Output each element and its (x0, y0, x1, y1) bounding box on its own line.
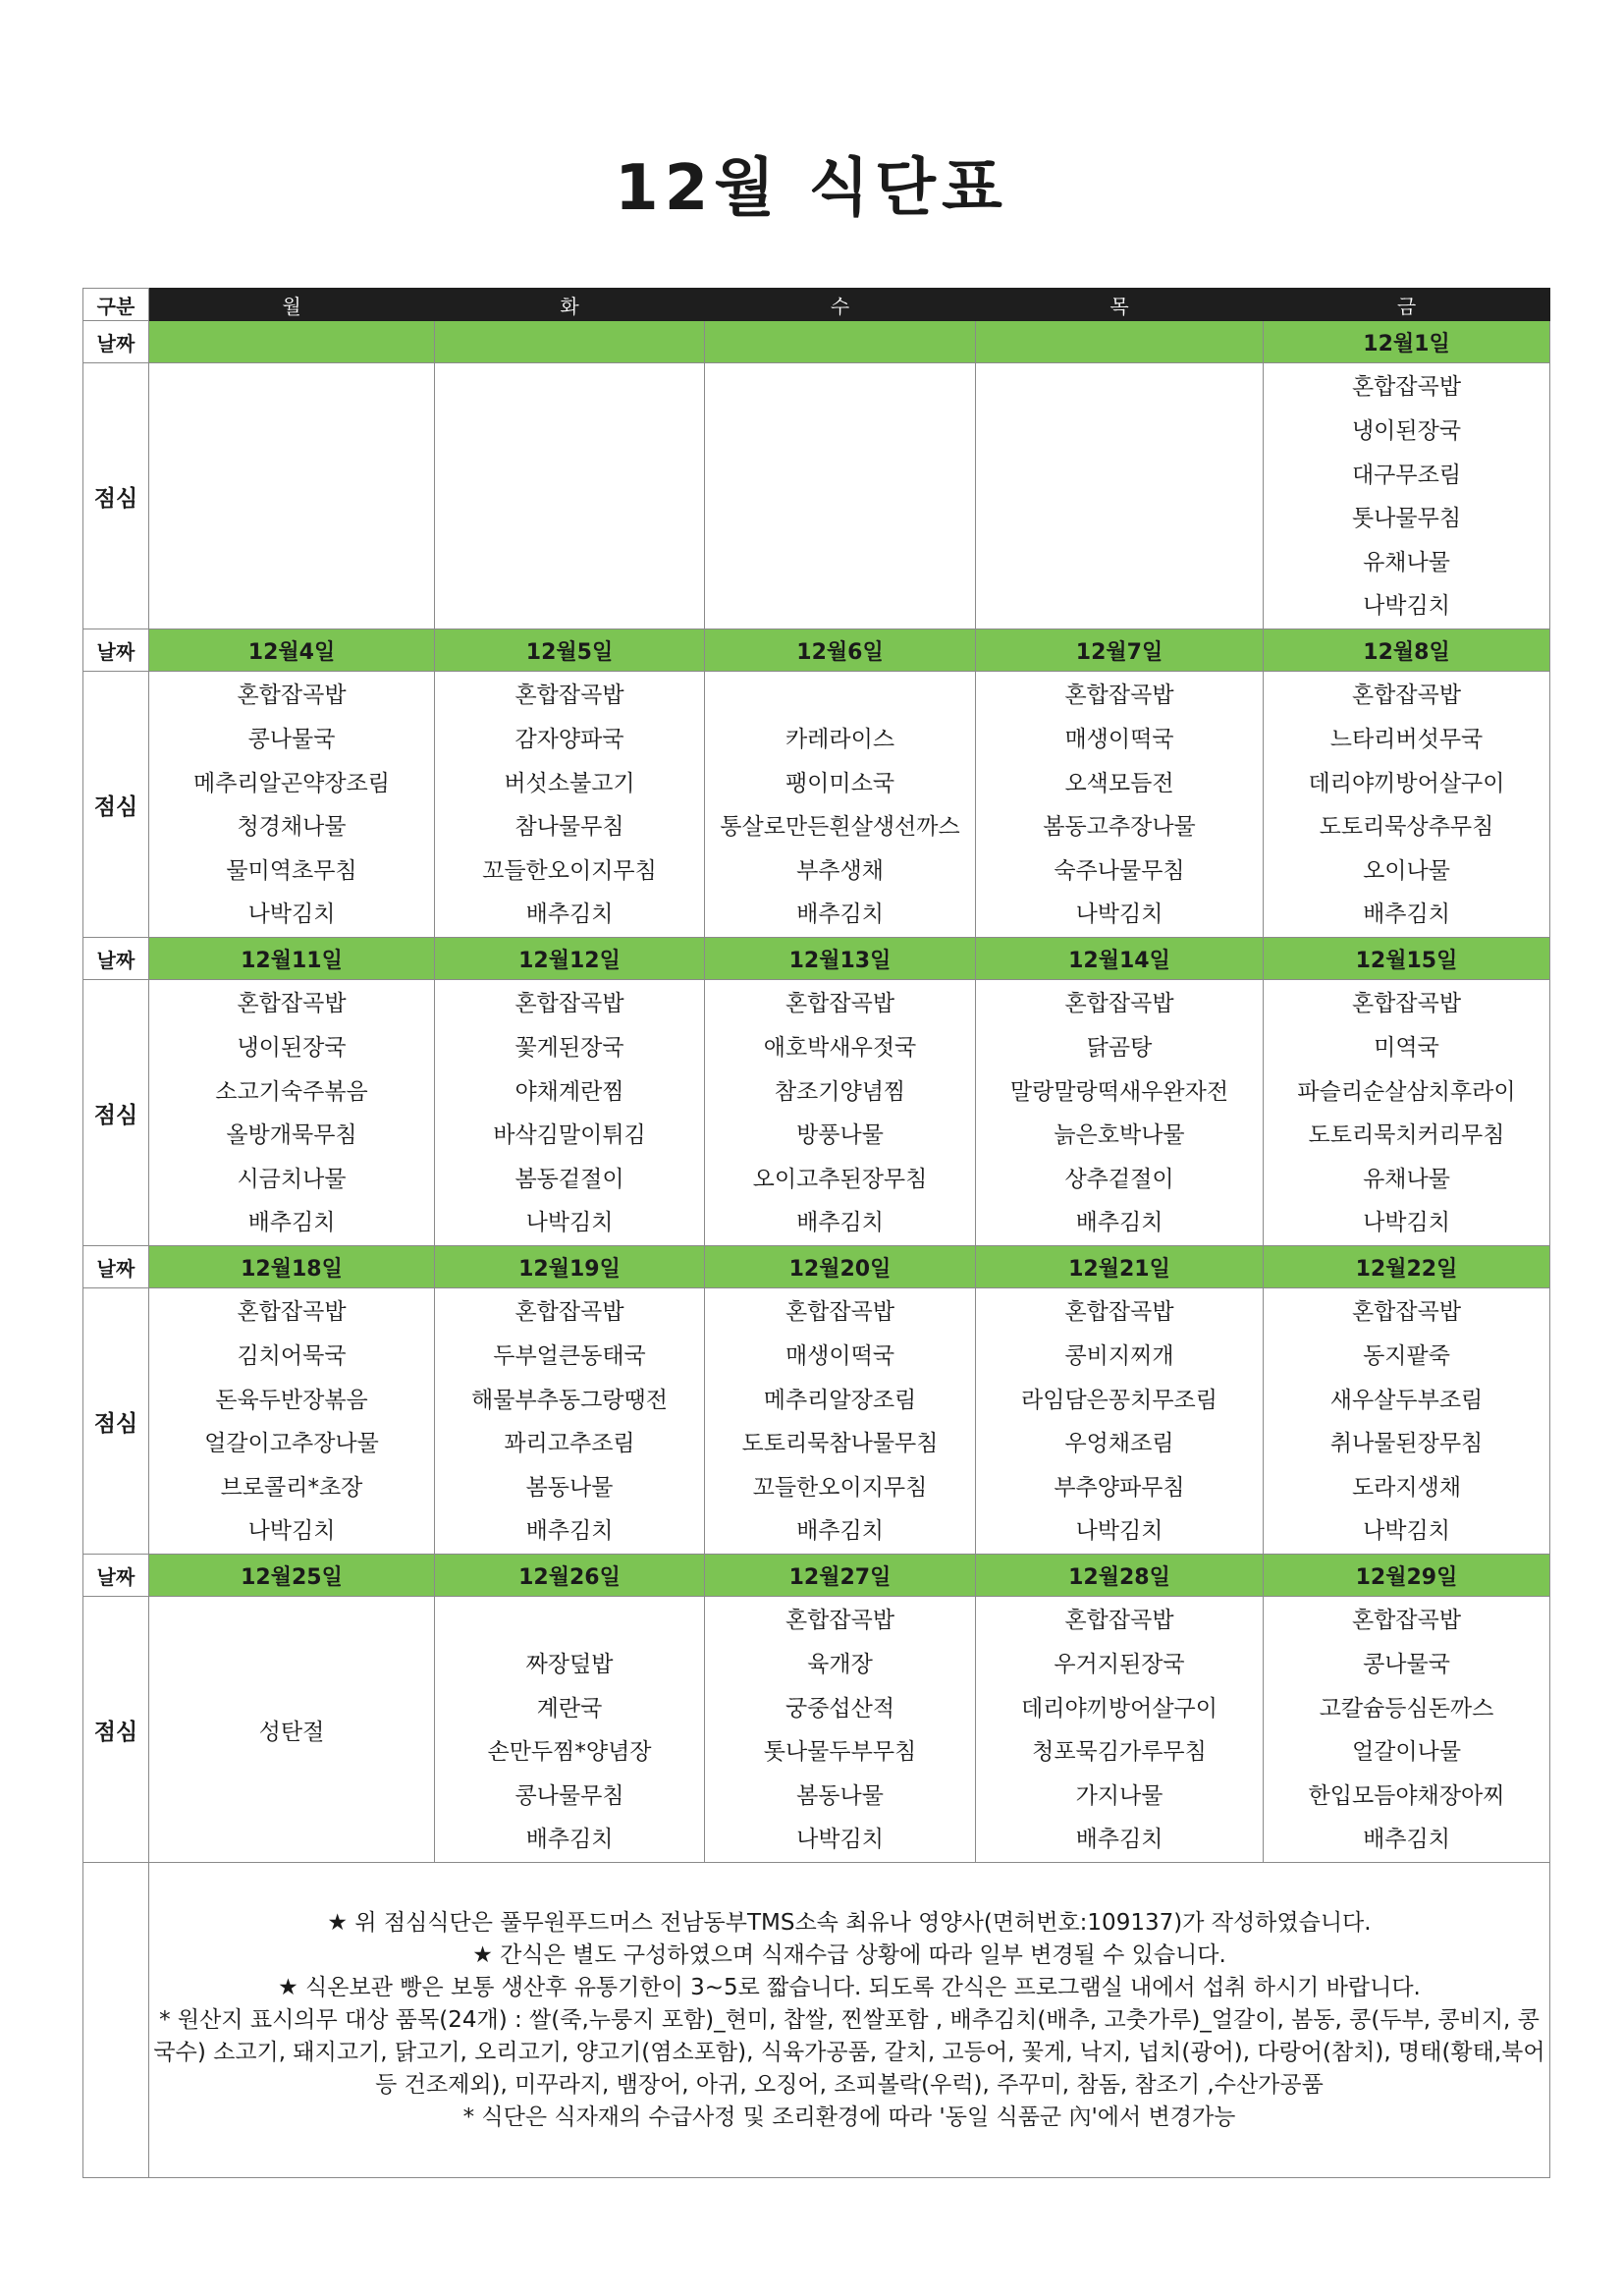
menu-item: 혼합잡곡밥 (784, 1608, 895, 1634)
date-cell-mon: 12월4일 (149, 629, 435, 672)
menu-item: 데리야끼방어살구이 (1021, 1695, 1217, 1722)
menu-item: 바삭김말이튀김 (493, 1122, 646, 1149)
menu-item: 팽이미소국 (784, 770, 895, 796)
menu-item: 나박김치 (1363, 593, 1450, 620)
menu-item: 김치어묵국 (237, 1343, 347, 1370)
date-row-label: 날짜 (83, 1555, 149, 1597)
menu-item: 라임담은꽁치무조림 (1021, 1387, 1217, 1413)
menu-list (1264, 1599, 1549, 1862)
header-gubun: 구분 (83, 289, 149, 321)
menu-item: 혼합잡곡밥 (1064, 1608, 1174, 1634)
menu-item: 봄동나물 (796, 1782, 884, 1809)
menu-item: 배추김치 (525, 1518, 614, 1545)
lunch-row (83, 672, 1550, 938)
date-cell-fri: 12월22일 (1264, 1246, 1550, 1288)
note-line: ★ 위 점심식단은 풀무원푸드머스 전남동부TMS소속 최유나 영양사(면허번호:109137)가 작성하였습니다. (327, 1909, 1372, 1936)
date-row-label: 날짜 (83, 629, 149, 672)
menu-item: 손만두찜*양념장 (487, 1739, 652, 1766)
menu-item: 콩나물무침 (514, 1782, 624, 1809)
menu-list (1264, 1290, 1549, 1554)
lunch-row (83, 363, 1550, 629)
menu-list (149, 982, 434, 1245)
menu-item: 배추김치 (796, 1210, 884, 1236)
date-cell-fri: 12월8일 (1264, 629, 1550, 672)
lunch-row (83, 1597, 1550, 1863)
date-cell-wed: 12월20일 (705, 1246, 976, 1288)
menu-item: 꽃게된장국 (514, 1035, 624, 1062)
date-row (83, 1246, 1550, 1288)
menu-list (705, 1290, 975, 1554)
menu-item: 배추김치 (796, 1518, 884, 1545)
menu-item: 궁중섭산적 (784, 1695, 895, 1722)
menu-item: 혼합잡곡밥 (784, 1299, 895, 1326)
menu-item: 두부얼큰동태국 (493, 1343, 646, 1370)
header-row (83, 289, 1550, 321)
menu-item: 배추김치 (1075, 1210, 1163, 1236)
menu-list (435, 982, 704, 1245)
lunch-row (83, 1288, 1550, 1555)
menu-item: 혼합잡곡밥 (514, 683, 624, 709)
menu-cell-mon (149, 1288, 435, 1555)
menu-item: 버섯소불고기 (504, 770, 635, 796)
menu-item: 짜장덮밥 (525, 1652, 614, 1678)
menu-list (705, 982, 975, 1245)
menu-item: 브로콜리*초장 (220, 1474, 363, 1501)
menu-item: 혼합잡곡밥 (1064, 1299, 1174, 1326)
menu-item: 시금치나물 (237, 1166, 347, 1192)
menu-item: 나박김치 (1075, 1518, 1163, 1545)
note-line: * 식단은 식자재의 수급사정 및 조리환경에 따라 '동일 식품군 內'에서 변경가능 (462, 2104, 1236, 2130)
menu-item: 통살로만든흰살생선까스 (720, 814, 960, 841)
menu-list (435, 1290, 704, 1554)
date-cell-fri: 12월29일 (1264, 1555, 1550, 1597)
date-row (83, 321, 1550, 363)
menu-list (1264, 982, 1549, 1245)
lunch-row-label: 점심 (83, 980, 149, 1246)
menu-item: 배추김치 (1363, 1827, 1450, 1853)
menu-item: 미역국 (1374, 1035, 1439, 1062)
date-cell-tue: 12월19일 (435, 1246, 705, 1288)
menu-item: 톳나물두부무침 (763, 1739, 917, 1766)
menu-item: 봄동나물 (525, 1474, 614, 1501)
header-day-wed: 수 (705, 289, 976, 321)
menu-item: 오이나물 (1363, 857, 1450, 884)
note-line: ★ 간식은 별도 구성하였으며 식재수급 상황에 따라 일부 변경될 수 있습니다. (472, 1941, 1226, 1968)
menu-cell-fri (1264, 1288, 1550, 1555)
menu-item: 혼합잡곡밥 (237, 1299, 347, 1326)
menu-item: 매생이떡국 (1064, 727, 1174, 753)
menu-cell-tue (435, 1288, 705, 1555)
date-cell-thu: 12월7일 (976, 629, 1264, 672)
date-cell-tue: 12월5일 (435, 629, 705, 672)
menu-item: 취나물된장무침 (1329, 1431, 1484, 1457)
menu-item: 나박김치 (525, 1210, 614, 1236)
menu-table (82, 288, 1550, 2178)
menu-item: 도라지생채 (1351, 1474, 1462, 1501)
date-cell-thu: 12월14일 (976, 938, 1264, 980)
lunch-row (83, 980, 1550, 1246)
menu-list (435, 674, 704, 937)
menu-item: 숙주나물무침 (1054, 857, 1185, 884)
menu-item: 혼합잡곡밥 (514, 1299, 624, 1326)
menu-cell-thu (976, 1597, 1264, 1863)
lunch-row-label: 점심 (83, 1288, 149, 1555)
menu-item: 나박김치 (796, 1827, 884, 1853)
lunch-row-label: 점심 (83, 1597, 149, 1863)
menu-item: 콩비지찌개 (1064, 1343, 1174, 1370)
menu-cell-fri (1264, 363, 1550, 629)
date-cell-wed: 12월27일 (705, 1555, 976, 1597)
menu-item: 꽈리고추조림 (504, 1431, 635, 1457)
menu-item: 나박김치 (1075, 902, 1163, 928)
menu-item: 해물부추동그랑땡전 (471, 1387, 668, 1413)
menu-item: 혼합잡곡밥 (1351, 991, 1462, 1017)
menu-cell-thu (976, 363, 1264, 629)
menu-item: 봄동고추장나물 (1043, 814, 1196, 841)
menu-item: 배추김치 (1075, 1827, 1163, 1853)
menu-list (976, 982, 1263, 1245)
menu-item: 참나물무침 (514, 814, 624, 841)
menu-cell-wed (705, 1597, 976, 1863)
menu-cell-wed (705, 980, 976, 1246)
menu-item: 소고기숙주볶음 (215, 1078, 368, 1105)
menu-item: 닭곰탕 (1086, 1035, 1153, 1062)
menu-item: 봄동겉절이 (514, 1166, 624, 1192)
date-row (83, 629, 1550, 672)
menu-item: 나박김치 (247, 902, 336, 928)
date-cell-tue: 12월12일 (435, 938, 705, 980)
menu-item: 톳나물무침 (1351, 506, 1462, 532)
menu-item: 메추리알장조림 (763, 1387, 917, 1413)
menu-item: 동지팥죽 (1363, 1343, 1450, 1370)
menu-cell-mon (149, 980, 435, 1246)
menu-cell-fri (1264, 1597, 1550, 1863)
date-cell-thu (976, 321, 1264, 363)
menu-item: 혼합잡곡밥 (1064, 991, 1174, 1017)
menu-cell-tue (435, 672, 705, 938)
menu-cell-wed (705, 672, 976, 938)
menu-item: 콩나물국 (247, 727, 336, 753)
menu-list (149, 1290, 434, 1554)
menu-item: 오색모듬전 (1064, 770, 1174, 796)
date-cell-mon (149, 321, 435, 363)
date-row-label: 날짜 (83, 321, 149, 363)
note-line: ★ 식온보관 빵은 보통 생산후 유통기한이 3~5로 짧습니다. 되도록 간식은 프로그램실 내에서 섭취 하시기 바랍니다. (278, 1974, 1421, 2000)
menu-item: 애호박새우젓국 (763, 1035, 917, 1062)
menu-item: 혼합잡곡밥 (1351, 1299, 1462, 1326)
date-cell-fri: 12월15일 (1264, 938, 1550, 980)
menu-list (1264, 674, 1549, 937)
date-cell-tue (435, 321, 705, 363)
page-title: 12월 식단표 (615, 152, 1008, 225)
menu-item: 카레라이스 (784, 727, 895, 753)
menu-item: 혼합잡곡밥 (1351, 1608, 1462, 1634)
menu-item: 배추김치 (796, 902, 884, 928)
menu-item: 새우살두부조림 (1329, 1387, 1484, 1413)
date-cell-wed (705, 321, 976, 363)
menu-item: 냉이된장국 (237, 1035, 347, 1062)
menu-item: 메추리알곤약장조림 (193, 770, 390, 796)
menu-item: 방풍나물 (796, 1122, 884, 1149)
menu-cell-mon (149, 1597, 435, 1863)
menu-cell-tue (435, 980, 705, 1246)
note-line: * 원산지 표시의무 대상 품목(24개) : 쌀(죽,누룽지 포함)_현미, 찹쌀, 찐쌀포함 , 배추김치(배추, 고춧가루)_얼갈이, 봄동, 콩(두부, 콩비지, 콩국수) 소고기, 돼지고기, 닭고기, 오리고기, 양고기(염소포함), 식육가공품, 갈치, 고등어, 꽃게, 낙지, 넙치(광어), 다랑어(참치), 명태(황태,북어등 건조제외), 미꾸라지, 뱀장어, 아귀, 오징어, 조피볼락(우럭), 주꾸미, 참돔, 참조기 ,수산가공품 (153, 2006, 1545, 2098)
menu-item: 돈육두반장볶음 (215, 1387, 368, 1413)
menu-item: 우거지된장국 (1054, 1652, 1185, 1678)
notes-box (149, 1863, 1550, 2178)
menu-item: 부추생채 (796, 857, 884, 884)
date-cell-wed: 12월13일 (705, 938, 976, 980)
menu-item: 야채계란찜 (514, 1078, 624, 1105)
menu-item: 냉이된장국 (1351, 418, 1462, 445)
menu-item: 계란국 (536, 1695, 603, 1722)
menu-item: 상추겉절이 (1064, 1166, 1174, 1192)
menu-item: 도토리묵상추무침 (1319, 814, 1494, 841)
menu-cell-mon (149, 672, 435, 938)
date-row (83, 1555, 1550, 1597)
header-day-mon: 월 (149, 289, 435, 321)
menu-list (149, 674, 434, 937)
menu-item: 오이고추된장무침 (752, 1166, 928, 1192)
menu-item: 매생이떡국 (784, 1343, 895, 1370)
menu-item: 늙은호박나물 (1054, 1122, 1185, 1149)
menu-list (976, 1599, 1263, 1862)
date-cell-mon: 12월11일 (149, 938, 435, 980)
header-day-thu: 목 (976, 289, 1264, 321)
menu-cell-fri (1264, 672, 1550, 938)
date-cell-thu: 12월28일 (976, 1555, 1264, 1597)
menu-cell-thu (976, 1288, 1264, 1555)
menu-item: 배추김치 (247, 1210, 336, 1236)
menu-list (705, 1599, 975, 1862)
menu-item: 배추김치 (1363, 902, 1450, 928)
menu-item: 부추양파무침 (1054, 1474, 1185, 1501)
date-row (83, 938, 1550, 980)
date-cell-mon: 12월18일 (149, 1246, 435, 1288)
menu-item: 유채나물 (1363, 1166, 1450, 1192)
menu-item: 올방개묵무침 (226, 1122, 357, 1149)
menu-cell-tue (435, 1597, 705, 1863)
menu-item: 물미역초무침 (226, 857, 357, 884)
lunch-row-label: 점심 (83, 363, 149, 629)
menu-item: 육개장 (807, 1652, 873, 1678)
menu-item: 고칼슘등심돈까스 (1319, 1695, 1494, 1722)
menu-item: 한입모듬야채장아찌 (1308, 1782, 1505, 1809)
menu-item: 성탄절 (258, 1719, 325, 1745)
menu-item: 혼합잡곡밥 (237, 991, 347, 1017)
menu-item: 혼합잡곡밥 (784, 991, 895, 1017)
header-day-tue: 화 (435, 289, 705, 321)
menu-item: 배추김치 (525, 1827, 614, 1853)
menu-item: 느타리버섯무국 (1329, 727, 1484, 753)
menu-item: 대구무조림 (1351, 462, 1462, 488)
menu-item: 콩나물국 (1363, 1652, 1450, 1678)
menu-item: 도토리묵참나물무침 (741, 1431, 939, 1457)
menu-item: 말랑말랑떡새우완자전 (1009, 1078, 1229, 1105)
menu-item: 참조기양념찜 (774, 1078, 906, 1105)
date-cell-thu: 12월21일 (976, 1246, 1264, 1288)
date-cell-mon: 12월25일 (149, 1555, 435, 1597)
menu-cell-thu (976, 672, 1264, 938)
menu-cell-wed (705, 1288, 976, 1555)
menu-item: 얼갈이고추장나물 (204, 1431, 379, 1457)
menu-list (435, 1643, 704, 1862)
menu-cell-mon (149, 363, 435, 629)
menu-item: 나박김치 (1363, 1210, 1450, 1236)
menu-item: 나박김치 (247, 1518, 336, 1545)
menu-item: 혼합잡곡밥 (514, 991, 624, 1017)
menu-item: 도토리묵치커리무침 (1308, 1122, 1505, 1149)
menu-cell-thu (976, 980, 1264, 1246)
menu-list (976, 1290, 1263, 1554)
date-row-label: 날짜 (83, 938, 149, 980)
date-cell-tue: 12월26일 (435, 1555, 705, 1597)
menu-item: 청경채나물 (237, 814, 347, 841)
menu-item: 유채나물 (1363, 549, 1450, 575)
menu-list (976, 674, 1263, 937)
menu-cell-tue (435, 363, 705, 629)
menu-item: 혼합잡곡밥 (1351, 683, 1462, 709)
menu-item: 혼합잡곡밥 (1351, 374, 1462, 401)
notes-row (83, 1863, 1550, 2178)
header-day-fri: 금 (1264, 289, 1550, 321)
menu-item: 감자양파국 (514, 727, 624, 753)
menu-item: 청포묵김가루무침 (1032, 1739, 1207, 1766)
menu-item: 혼합잡곡밥 (1064, 683, 1174, 709)
menu-item: 가지나물 (1075, 1782, 1163, 1809)
notes-row-label (83, 1863, 149, 2178)
menu-list (705, 718, 975, 937)
menu-item: 배추김치 (525, 902, 614, 928)
menu-item: 얼갈이나물 (1351, 1739, 1462, 1766)
date-row-label: 날짜 (83, 1246, 149, 1288)
menu-item: 혼합잡곡밥 (237, 683, 347, 709)
menu-item: 데리야끼방어살구이 (1308, 770, 1505, 796)
menu-item: 나박김치 (1363, 1518, 1450, 1545)
menu-cell-fri (1264, 980, 1550, 1246)
menu-item: 우엉채조림 (1064, 1431, 1174, 1457)
menu-list (1264, 365, 1549, 629)
menu-item: 꼬들한오이지무침 (482, 857, 657, 884)
date-cell-fri: 12월1일 (1264, 321, 1550, 363)
date-cell-wed: 12월6일 (705, 629, 976, 672)
lunch-row-label: 점심 (83, 672, 149, 938)
menu-item: 꼬들한오이지무침 (752, 1474, 928, 1501)
menu-cell-wed (705, 363, 976, 629)
menu-item: 파슬리순살삼치후라이 (1297, 1078, 1516, 1105)
